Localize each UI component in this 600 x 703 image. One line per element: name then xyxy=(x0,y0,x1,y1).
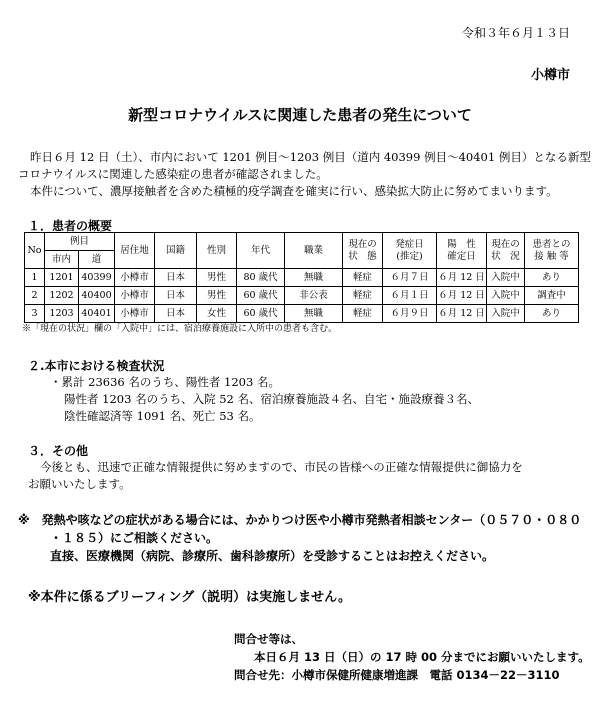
header-status xyxy=(343,233,383,269)
header-age: 年代 xyxy=(237,233,285,269)
header-nationality: 国籍 xyxy=(155,233,197,269)
cell-pref-case: 40400 xyxy=(79,287,115,305)
header-positive-line2: 確定日 xyxy=(447,250,476,262)
header-contact-line2: 接 触 等 xyxy=(534,250,569,262)
contact-line-1: 問合せ等は、 xyxy=(234,632,303,646)
table-row xyxy=(25,305,579,323)
cell-occupation: 無職 xyxy=(285,305,343,323)
section-1-heading: １．患者の概要 xyxy=(28,219,113,233)
cell-occupation: 無職 xyxy=(285,269,343,287)
testing-total-line: ・累計 23636 名のうち、陽性者 1203 名。 xyxy=(50,375,280,389)
header-onset-line2: (推定) xyxy=(396,250,423,262)
cell-city-case: 1202 xyxy=(45,287,79,305)
header-no: No xyxy=(25,233,45,269)
intro-line-3: 本件について、濃厚接触者を含めた積極的疫学調査を確実に行い、感染拡大防止に努めてまいります。 xyxy=(30,184,558,198)
cell-city-case: 1203 xyxy=(45,305,79,323)
table-header-row xyxy=(25,233,579,251)
cell-contact: あり xyxy=(525,305,579,323)
cell-residence: 小樽市 xyxy=(115,269,155,287)
cell-current: 入院中 xyxy=(487,305,525,323)
header-occupation: 職業 xyxy=(285,233,343,269)
header-current-line1: 現在の xyxy=(491,238,520,250)
cell-no: 2 xyxy=(25,287,45,305)
header-case-city: 市内 xyxy=(45,251,79,269)
cell-onset: ６月１日 xyxy=(383,287,437,305)
fever-notice-line-1: ※ 発熱や咳などの症状がある場合には、かかりつけ医や小樽市発熱者相談センター（０５７０・０８０ xyxy=(18,513,582,527)
section-3-heading: ３．その他 xyxy=(28,444,89,458)
cell-residence: 小樽市 xyxy=(115,305,155,323)
cell-age: 60 歳代 xyxy=(237,305,285,323)
header-residence: 居住地 xyxy=(115,233,155,269)
header-case: 例目 xyxy=(45,233,115,251)
cell-sex: 男性 xyxy=(197,269,237,287)
header-positive xyxy=(437,233,487,269)
header-status-line2: 状 態 xyxy=(348,250,377,262)
other-line-2: お願いいたします。 xyxy=(28,477,131,491)
header-sex: 性別 xyxy=(197,233,237,269)
intro-line-1: 昨日６月 12 日（土）、市内において 1201 例目～1203 例目（道内 40399 例目～40401 例目）となる新型 xyxy=(30,150,591,164)
cell-current: 入院中 xyxy=(487,269,525,287)
cell-no: 1 xyxy=(25,269,45,287)
cell-onset: ６月９日 xyxy=(383,305,437,323)
table-footnote: ※「現在の状況」欄の「入院中」には、宿泊療養施設に入所中の患者も含む。 xyxy=(22,324,338,334)
cell-positive: ６月 12 日 xyxy=(437,305,487,323)
header-contact xyxy=(525,233,579,269)
section-2-heading: ２.本市における検査状況 xyxy=(28,359,165,373)
cell-pref-case: 40399 xyxy=(79,269,115,287)
contact-department-phone: 問合せ先：小樽市保健所健康増進課 電話 0134－22－3110 xyxy=(234,668,560,682)
cell-status: 軽症 xyxy=(343,305,383,323)
testing-breakdown-line-1: 陽性者 1203 名のうち、入院 52 名、宿泊療養施設４名、自宅・施設療養３名、 xyxy=(64,392,480,406)
cell-city-case: 1201 xyxy=(45,269,79,287)
cell-contact: 調査中 xyxy=(525,287,579,305)
header-onset xyxy=(383,233,437,269)
header-current xyxy=(487,233,525,269)
cell-sex: 男性 xyxy=(197,287,237,305)
cell-nationality: 日本 xyxy=(155,305,197,323)
header-contact-line1: 患者との xyxy=(532,238,571,250)
header-onset-line1: 発症日 xyxy=(395,238,424,250)
cell-no: 3 xyxy=(25,305,45,323)
contact-deadline: 本日６月 13 日（日）の 17 時 00 分までにお願いいたします。 xyxy=(254,650,590,664)
fever-notice-line-2: ・１８５）にご相談ください。 xyxy=(50,531,219,545)
cell-pref-case: 40401 xyxy=(79,305,115,323)
cell-status: 軽症 xyxy=(343,287,383,305)
header-positive-line1: 陽 性 xyxy=(447,238,476,250)
document-date: 令和３年６月１３日 xyxy=(461,26,570,40)
cell-current: 入院中 xyxy=(487,287,525,305)
header-status-line1: 現在の xyxy=(348,238,377,250)
page-title: 新型コロナウイルスに関連した患者の発生について xyxy=(128,106,472,124)
other-line-1: 今後とも、迅速で正確な情報提供に努めますので、市民の皆様への正確な情報提供に御協力を xyxy=(40,460,523,474)
cell-occupation: 非公表 xyxy=(285,287,343,305)
cell-positive: ６月 12 日 xyxy=(437,269,487,287)
cell-residence: 小樽市 xyxy=(115,287,155,305)
cell-nationality: 日本 xyxy=(155,287,197,305)
cell-contact: あり xyxy=(525,269,579,287)
cell-status: 軽症 xyxy=(343,269,383,287)
testing-breakdown-line-2: 陰性確認済等 1091 名、死亡 53 名。 xyxy=(64,409,261,423)
issuing-organization: 小樽市 xyxy=(530,68,570,83)
table-row xyxy=(25,269,579,287)
cell-positive: ６月 12 日 xyxy=(437,287,487,305)
header-case-pref: 道 xyxy=(79,251,115,269)
fever-notice-line-3: 直接、医療機関（病院、診療所、歯科診療所）を受診することはお控えください。 xyxy=(50,549,495,563)
cell-onset: ６月７日 xyxy=(383,269,437,287)
cell-nationality: 日本 xyxy=(155,269,197,287)
header-current-line2: 状 況 xyxy=(491,250,520,262)
table-row xyxy=(25,287,579,305)
patient-table xyxy=(24,232,579,323)
cell-age: 60 歳代 xyxy=(237,287,285,305)
briefing-notice: ※本件に係るブリーフィング（説明）は実施しません。 xyxy=(28,590,351,605)
intro-line-2: コロナウイルスに関連した感染症の患者が確認されました。 xyxy=(18,167,328,181)
cell-sex: 女性 xyxy=(197,305,237,323)
cell-age: 80 歳代 xyxy=(237,269,285,287)
